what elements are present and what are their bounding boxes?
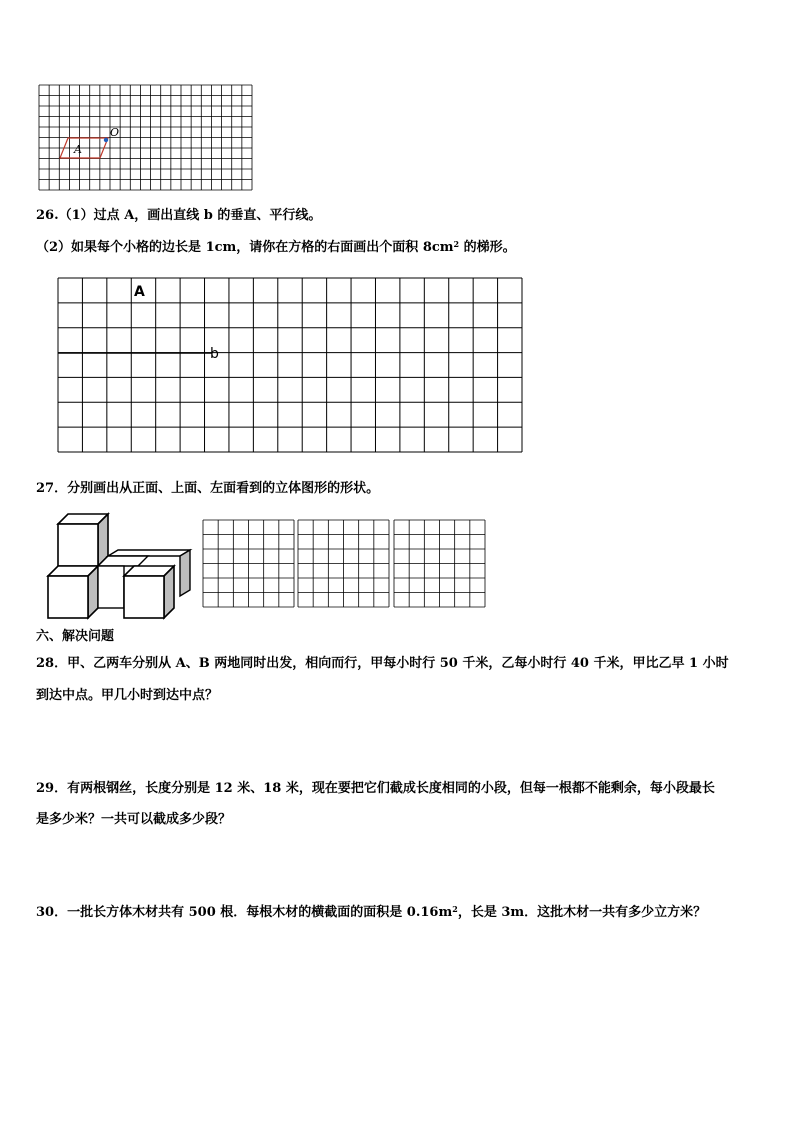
- label-o-top: O: [110, 126, 120, 139]
- q30-post: ，长是 3m．这批木材一共有多少立方米？: [457, 905, 707, 920]
- q28-line1: 28．甲、乙两车分别从 A、B 两地同时出发，相向而行，甲每小时行 50 千米，乙每小时行 40 千米，甲比乙早 1 小时: [36, 656, 729, 671]
- q26-line2-pre: （2）如果每个小格的边长是 1cm，请你在方格的右面画出个面积 8cm: [36, 240, 454, 255]
- q26-line2-post: 的梯形。: [459, 240, 516, 255]
- q28-line2: 到达中点。甲几小时到达中点？: [36, 688, 219, 703]
- q30-sup: 2: [452, 904, 458, 914]
- q26-grid-lines: [58, 278, 522, 452]
- q30-pre: 30．一批长方体木材共有 500 根．每根木材的横截面的面积是 0.16m: [36, 905, 453, 920]
- q30-text: [36, 905, 706, 921]
- section-six-title: 六、解决问题: [36, 629, 115, 644]
- top-grid-figure: [38, 84, 254, 192]
- q27-text: 27．分别画出从正面、上面、左面看到的立体图形的形状。: [36, 481, 380, 496]
- cube-top: [58, 514, 108, 566]
- q29-line2: 是多少米？一共可以截成多少段？: [36, 812, 232, 827]
- cube-bottom-left: [48, 566, 98, 618]
- label-b-q26: b: [210, 346, 219, 362]
- view-grid-front: [202, 519, 296, 609]
- q26-line2-sup: 2: [453, 239, 460, 249]
- view-grid-left: [393, 519, 487, 609]
- q26-line1: 26.（1）过点 A，画出直线 b 的垂直、平行线。: [36, 208, 322, 223]
- cube-solid-figure: [40, 510, 200, 622]
- label-a-top: A: [74, 143, 82, 156]
- q26-grid-figure: [56, 276, 526, 456]
- q29-line1: 29．有两根钢丝，长度分别是 12 米、18 米，现在要把它们截成长度相同的小段，但每一根都不能剩余，每小段最长: [36, 781, 715, 796]
- label-a-q26: A: [134, 284, 145, 300]
- q26-line2: [36, 240, 516, 256]
- cube-bottom-right: [124, 566, 174, 618]
- view-grid-top: [297, 519, 391, 609]
- point-o: [104, 138, 108, 142]
